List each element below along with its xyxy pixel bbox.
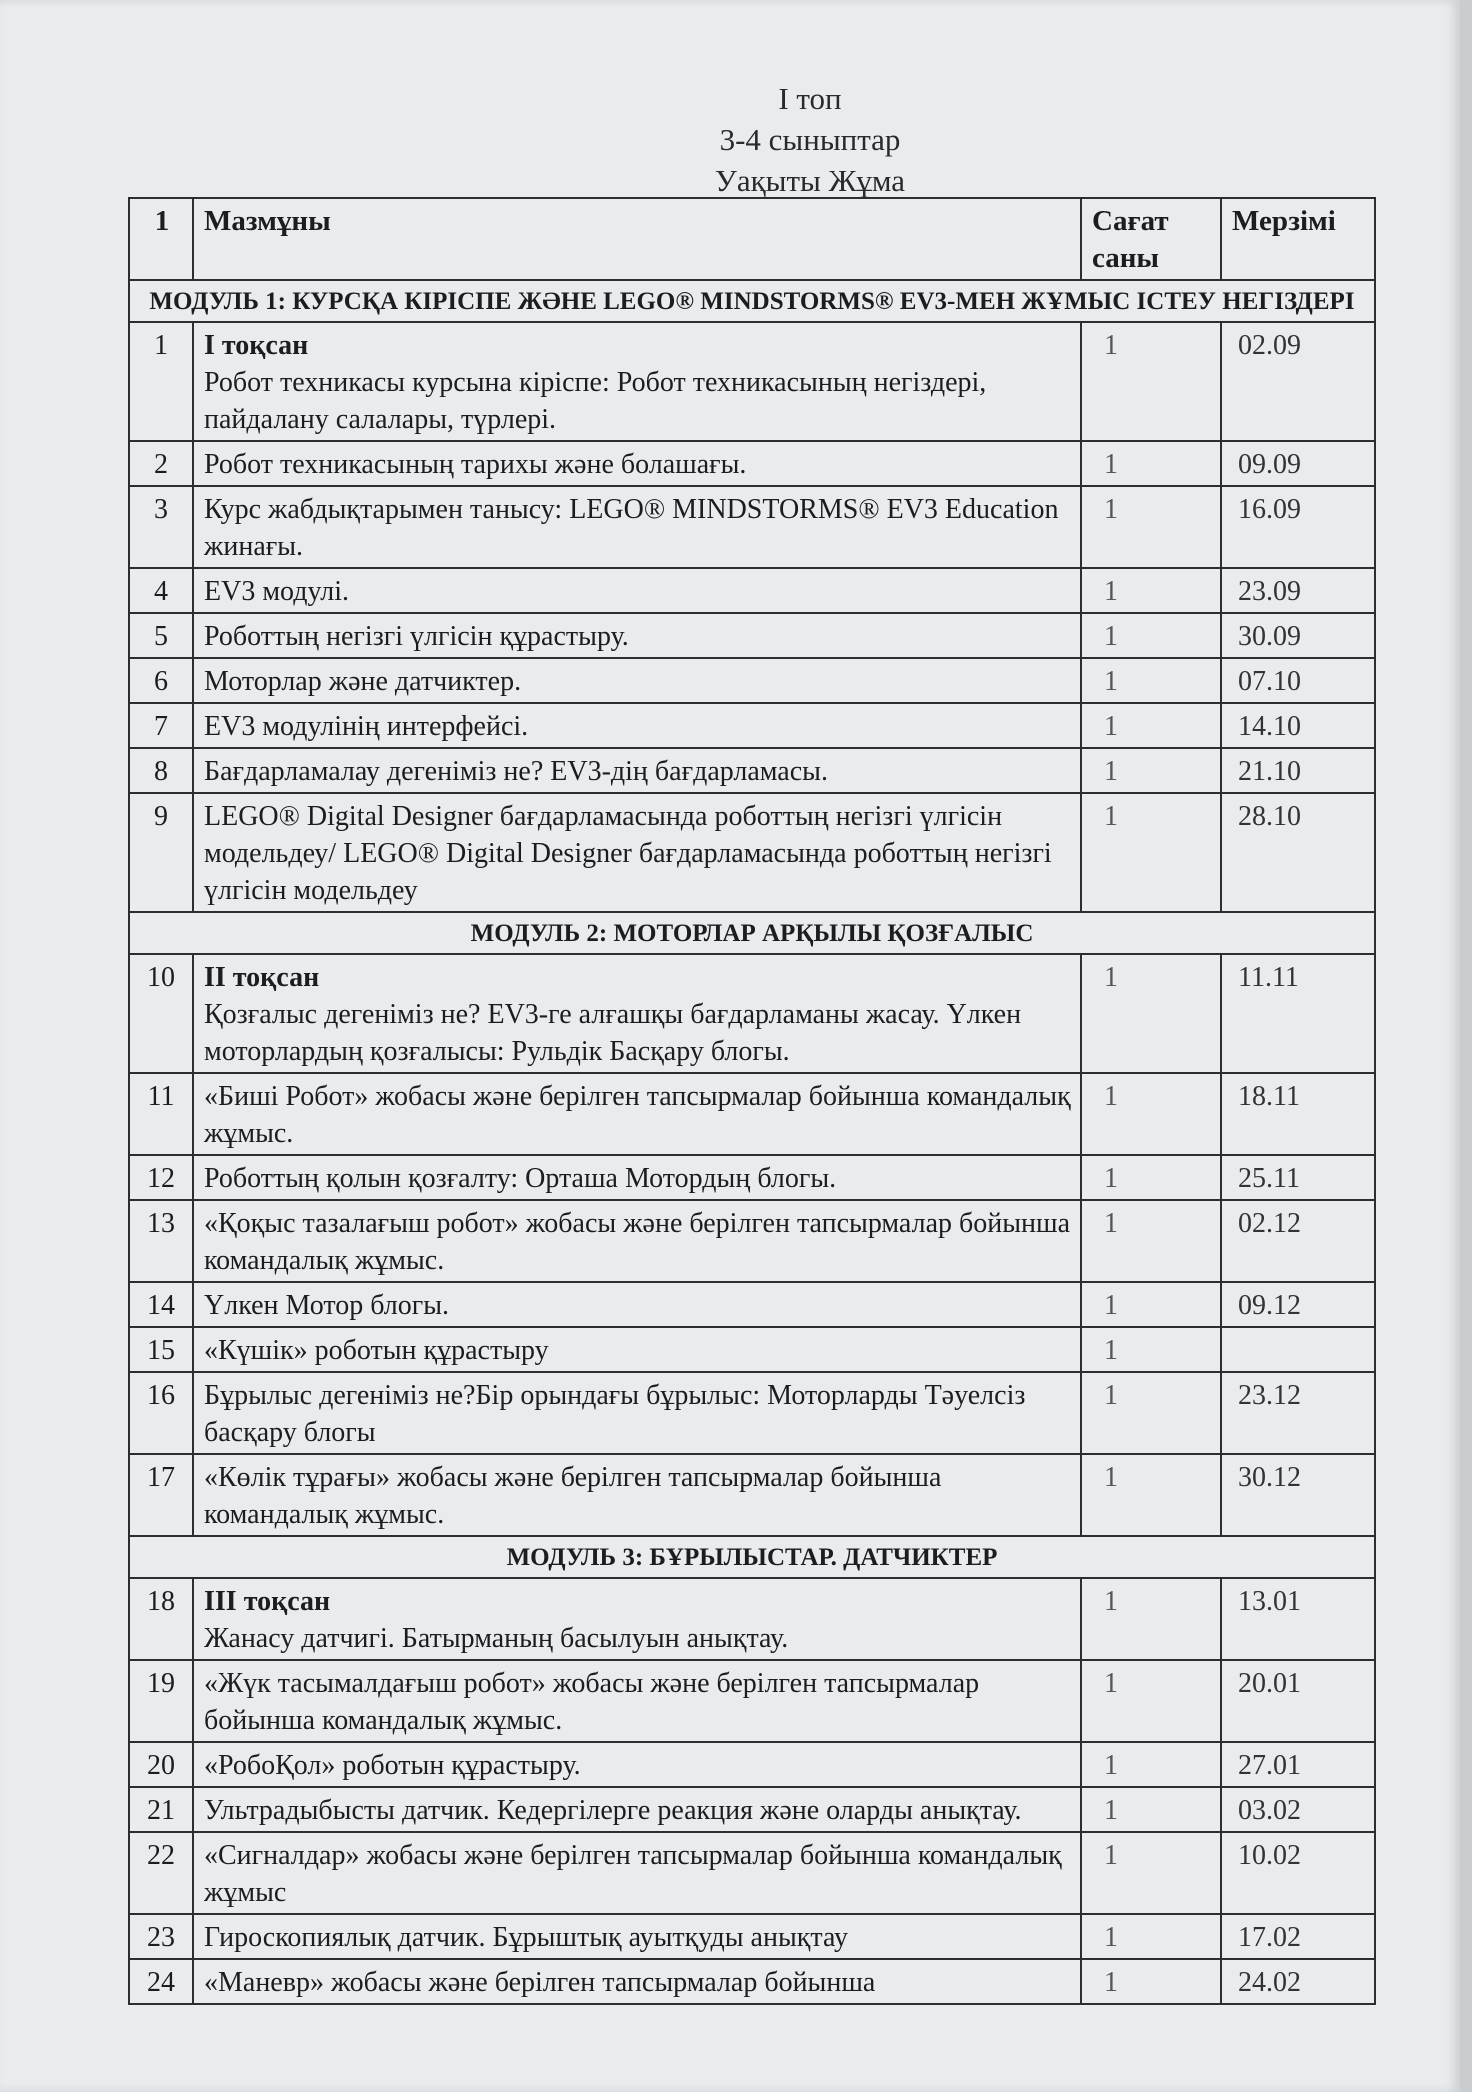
lesson-date: 02.09	[1221, 322, 1375, 441]
lesson-content-cell	[193, 658, 1081, 703]
lesson-content: «Көлік тұрағы» жобасы және берілген тапсырмалар бойынша командалық жұмыс.	[204, 1462, 942, 1530]
lesson-content: «Күшік» роботын құрастыру	[204, 1335, 549, 1366]
lesson-content: Роботтың қолын қозғалту: Орташа Мотордың блогы.	[204, 1163, 837, 1194]
module-title: МОДУЛЬ 2: МОТОРЛАР АРҚЫЛЫ ҚОЗҒАЛЫС	[129, 912, 1375, 954]
lesson-hours: 1	[1081, 1200, 1221, 1282]
table-row	[129, 1073, 1375, 1155]
lesson-date: 25.11	[1221, 1155, 1375, 1200]
lesson-content-cell	[193, 793, 1081, 912]
lesson-date: 03.02	[1221, 1787, 1375, 1832]
lesson-content-cell	[193, 613, 1081, 658]
lesson-hours: 1	[1081, 1155, 1221, 1200]
lesson-date: 11.11	[1221, 954, 1375, 1073]
header-date: Мерзімі	[1221, 198, 1375, 280]
lesson-number: 7	[129, 703, 193, 748]
module-title: МОДУЛЬ 1: КУРСҚА КІРІСПЕ ЖӘНЕ LEGO® MINDSTORMS® EV3-МЕН ЖҰМЫС ІСТЕУ НЕГІЗДЕРІ	[129, 280, 1375, 322]
lesson-content-cell	[193, 703, 1081, 748]
lesson-number: 2	[129, 441, 193, 486]
lesson-number: 3	[129, 486, 193, 568]
lesson-number: 24	[129, 1959, 193, 2004]
table-row	[129, 1155, 1375, 1200]
table-header-row	[129, 198, 1375, 280]
table-row	[129, 703, 1375, 748]
lesson-hours: 1	[1081, 441, 1221, 486]
lesson-content: «Қоқыс тазалағыш робот» жобасы және берілген тапсырмалар бойынша командалық жұмыс.	[204, 1208, 1071, 1276]
lesson-number: 13	[129, 1200, 193, 1282]
lesson-hours: 1	[1081, 1454, 1221, 1536]
term-label: III тоқсан	[204, 1586, 331, 1617]
lesson-number: 1	[129, 322, 193, 441]
lesson-date: 14.10	[1221, 703, 1375, 748]
lesson-content-cell	[193, 322, 1081, 441]
table-row	[129, 441, 1375, 486]
lesson-hours: 1	[1081, 568, 1221, 613]
grade-title: 3-4 сыныптар	[719, 122, 901, 157]
lesson-hours: 1	[1081, 322, 1221, 441]
lesson-number: 5	[129, 613, 193, 658]
lesson-content: Қозғалыс дегеніміз не? EV3-ге алғашқы бағдарламаны жасау. Үлкен моторлардың қозғалысы: Рульдік Басқару блогы.	[204, 999, 1022, 1067]
lesson-number: 19	[129, 1660, 193, 1742]
schedule-day: Уақыты Жұма	[714, 163, 906, 198]
lesson-content: Бағдарламалау дегеніміз не? EV3-дің бағдарламасы.	[204, 756, 828, 787]
lesson-content: Бұрылыс дегеніміз не?Бір орындағы бұрылыс: Моторларды Тәуелсіз басқару блогы	[204, 1380, 1026, 1448]
lesson-content-cell	[193, 1787, 1081, 1832]
lesson-content: «Сигналдар» жобасы және берілген тапсырмалар бойынша командалық жұмыс	[204, 1840, 1062, 1908]
lesson-content-cell	[193, 1454, 1081, 1536]
lesson-hours: 1	[1081, 1327, 1221, 1372]
lesson-content-cell	[193, 568, 1081, 613]
lesson-date: 17.02	[1221, 1914, 1375, 1959]
header-hours: Сағат саны	[1081, 198, 1221, 280]
lesson-date: 13.01	[1221, 1578, 1375, 1660]
lesson-number: 17	[129, 1454, 193, 1536]
lesson-content: Робот техникасының тарихы және болашағы.	[204, 449, 747, 480]
table-row	[129, 793, 1375, 912]
table-row	[129, 568, 1375, 613]
lesson-date: 09.09	[1221, 441, 1375, 486]
lesson-content: «Биші Робот» жобасы және берілген тапсырмалар бойынша командалық жұмыс.	[204, 1081, 1071, 1149]
lesson-content: Гироскопиялық датчик. Бұрыштық ауытқуды анықтау	[204, 1922, 848, 1953]
lesson-content-cell	[193, 748, 1081, 793]
lesson-hours: 1	[1081, 1660, 1221, 1742]
table-row	[129, 1578, 1375, 1660]
curriculum-table	[128, 197, 1376, 2005]
lesson-hours: 1	[1081, 793, 1221, 912]
module-row	[129, 280, 1375, 322]
lesson-hours: 1	[1081, 1787, 1221, 1832]
lesson-content: «РобоҚол» роботын құрастыру.	[204, 1750, 581, 1781]
lesson-date: 07.10	[1221, 658, 1375, 703]
lesson-content: Үлкен Мотор блогы.	[204, 1290, 450, 1321]
module-title: МОДУЛЬ 3: БҰРЫЛЫСТАР. ДАТЧИКТЕР	[129, 1536, 1375, 1578]
lesson-hours: 1	[1081, 1578, 1221, 1660]
lesson-content: Моторлар және датчиктер.	[204, 666, 522, 697]
lesson-hours: 1	[1081, 1832, 1221, 1914]
lesson-date: 21.10	[1221, 748, 1375, 793]
lesson-hours: 1	[1081, 1372, 1221, 1454]
lesson-content-cell	[193, 1959, 1081, 2004]
lesson-content-cell	[193, 1742, 1081, 1787]
lesson-date: 23.12	[1221, 1372, 1375, 1454]
lesson-content: Ультрадыбысты датчик. Кедергілерге реакция және оларды анықтау.	[204, 1795, 1022, 1826]
lesson-hours: 1	[1081, 1959, 1221, 2004]
table-row	[129, 1787, 1375, 1832]
lesson-hours: 1	[1081, 613, 1221, 658]
table-row	[129, 613, 1375, 658]
module-row	[129, 912, 1375, 954]
lesson-content: Робот техникасы курсына кіріспе: Робот техникасының негіздері, пайдалану салалары, түрлері.	[204, 367, 987, 435]
module-row	[129, 1536, 1375, 1578]
lesson-content: EV3 модулінің интерфейсі.	[204, 711, 529, 742]
lesson-hours: 1	[1081, 1282, 1221, 1327]
table-row	[129, 1832, 1375, 1914]
lesson-number: 18	[129, 1578, 193, 1660]
table-row	[129, 1200, 1375, 1282]
term-label: I тоқсан	[204, 330, 309, 361]
lesson-content-cell	[193, 1578, 1081, 1660]
lesson-content-cell	[193, 486, 1081, 568]
lesson-date: 10.02	[1221, 1832, 1375, 1914]
lesson-hours: 1	[1081, 703, 1221, 748]
lesson-number: 14	[129, 1282, 193, 1327]
table-row	[129, 1914, 1375, 1959]
lesson-number: 16	[129, 1372, 193, 1454]
lesson-date: 27.01	[1221, 1742, 1375, 1787]
table-row	[129, 486, 1375, 568]
lesson-number: 10	[129, 954, 193, 1073]
lesson-content: «Жүк тасымалдағыш робот» жобасы және берілген тапсырмалар бойынша командалық жұмыс.	[204, 1668, 980, 1736]
lesson-date: 02.12	[1221, 1200, 1375, 1282]
table-row	[129, 748, 1375, 793]
table-row	[129, 1327, 1375, 1372]
lesson-hours: 1	[1081, 486, 1221, 568]
lesson-content-cell	[193, 1914, 1081, 1959]
lesson-content: EV3 модулі.	[204, 576, 350, 607]
lesson-number: 4	[129, 568, 193, 613]
table-row	[129, 1959, 1375, 2004]
table-row	[129, 1454, 1375, 1536]
lesson-content-cell	[193, 954, 1081, 1073]
lesson-date: 28.10	[1221, 793, 1375, 912]
lesson-content-cell	[193, 1155, 1081, 1200]
lesson-number: 22	[129, 1832, 193, 1914]
lesson-number: 12	[129, 1155, 193, 1200]
lesson-hours: 1	[1081, 658, 1221, 703]
lesson-number: 23	[129, 1914, 193, 1959]
lesson-content-cell	[193, 1832, 1081, 1914]
lesson-date: 18.11	[1221, 1073, 1375, 1155]
lesson-date: 09.12	[1221, 1282, 1375, 1327]
lesson-date: 23.09	[1221, 568, 1375, 613]
lesson-content-cell	[193, 1073, 1081, 1155]
lesson-content: LEGO® Digital Designer бағдарламасында роботтың негізгі үлгісін модельдеу/ LEGO® Digital Designer бағдарламасында роботтың негізгі үлгісін модельдеу	[204, 801, 1052, 906]
group-title: I топ	[778, 81, 842, 116]
lesson-content-cell	[193, 1327, 1081, 1372]
lesson-content: Роботтың негізгі үлгісін құрастыру.	[204, 621, 629, 652]
lesson-content-cell	[193, 1282, 1081, 1327]
table-row	[129, 1660, 1375, 1742]
lesson-content-cell	[193, 441, 1081, 486]
lesson-hours: 1	[1081, 1073, 1221, 1155]
lesson-content-cell	[193, 1200, 1081, 1282]
lesson-date	[1221, 1327, 1375, 1372]
lesson-date: 24.02	[1221, 1959, 1375, 2004]
lesson-date: 30.09	[1221, 613, 1375, 658]
header-number: 1	[129, 198, 193, 280]
lesson-date: 30.12	[1221, 1454, 1375, 1536]
table-row	[129, 658, 1375, 703]
lesson-number: 8	[129, 748, 193, 793]
lesson-number: 20	[129, 1742, 193, 1787]
lesson-hours: 1	[1081, 1914, 1221, 1959]
lesson-number: 11	[129, 1073, 193, 1155]
lesson-content-cell	[193, 1372, 1081, 1454]
header-content: Мазмұны	[193, 198, 1081, 280]
table-row	[129, 1372, 1375, 1454]
lesson-hours: 1	[1081, 954, 1221, 1073]
lesson-content: Курс жабдықтарымен танысу: LEGO® MINDSTORMS® EV3 Education жинағы.	[204, 494, 1059, 562]
lesson-number: 9	[129, 793, 193, 912]
table-row	[129, 322, 1375, 441]
lesson-number: 6	[129, 658, 193, 703]
term-label: II тоқсан	[204, 962, 320, 993]
document-header	[0, 78, 1472, 201]
lesson-date: 20.01	[1221, 1660, 1375, 1742]
table-row	[129, 1282, 1375, 1327]
lesson-content: «Маневр» жобасы және берілген тапсырмалар бойынша	[204, 1967, 876, 1998]
lesson-date: 16.09	[1221, 486, 1375, 568]
lesson-hours: 1	[1081, 1742, 1221, 1787]
lesson-number: 21	[129, 1787, 193, 1832]
lesson-content-cell	[193, 1660, 1081, 1742]
lesson-content: Жанасу датчигі. Батырманың басылуын анықтау.	[204, 1623, 789, 1654]
lesson-hours: 1	[1081, 748, 1221, 793]
table-row	[129, 954, 1375, 1073]
lesson-number: 15	[129, 1327, 193, 1372]
table-body	[129, 280, 1375, 2004]
table-row	[129, 1742, 1375, 1787]
